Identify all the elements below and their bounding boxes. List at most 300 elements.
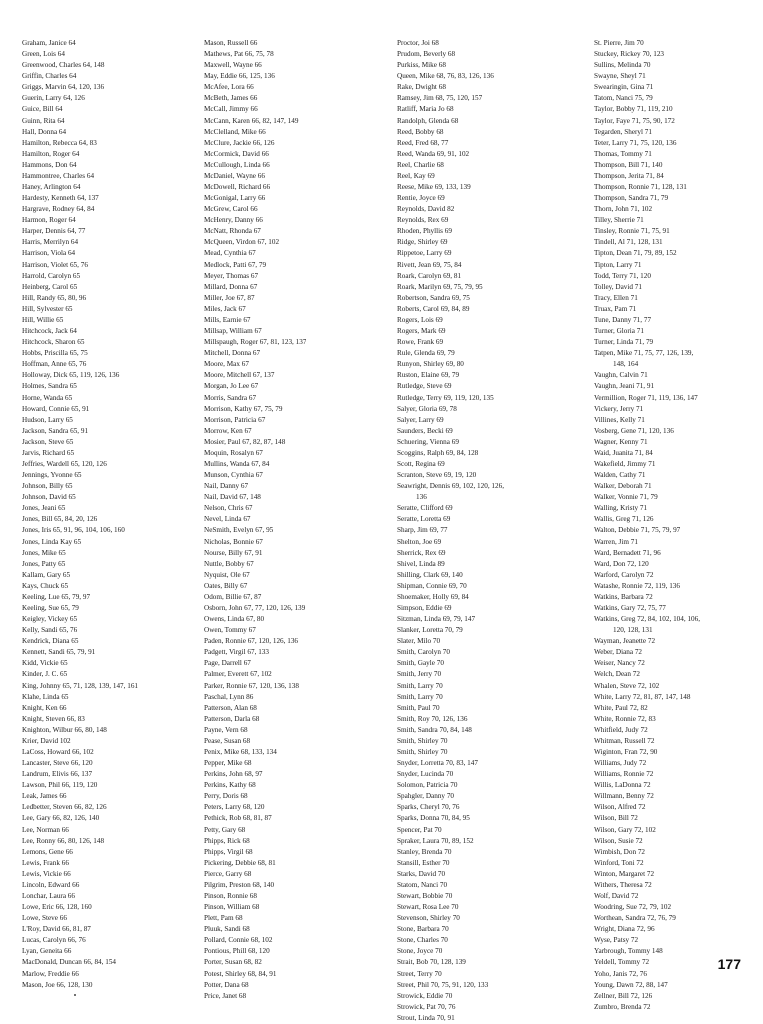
index-entry: Scoggins, Ralph 69, 84, 128	[397, 448, 479, 457]
index-entry: Moore, Max 67	[204, 360, 249, 369]
index-entry: Horne, Wanda 65	[22, 393, 73, 402]
index-entry: Rippetoe, Larry 69	[397, 249, 452, 258]
index-entry: Nail, Danny 67	[204, 482, 249, 491]
index-entry: Mitchell, Donna 67	[204, 349, 261, 358]
index-entry: Lincoln, Edward 66	[22, 880, 80, 889]
index-entry: Lucas, Carolyn 66, 76	[22, 936, 86, 945]
index-entry: Vaughn, Jeani 71, 91	[594, 382, 655, 391]
index-entry: Walker, Vonnie 71, 79	[594, 493, 658, 502]
index-entry: Watashe, Ronnie 72, 119, 136	[594, 581, 680, 590]
index-entry: Tinsley, Ronnie 71, 75, 91	[594, 227, 670, 236]
index-entry: Ridge, Shirley 69	[397, 238, 448, 247]
index-entry: Millspaugh, Roger 67, 81, 123, 137	[204, 338, 307, 347]
index-entry: Padgett, Virgil 67, 133	[204, 648, 269, 657]
index-entry: Thompson, Bill 71, 140	[594, 160, 663, 169]
index-entry: Palmer, Everett 67, 102	[204, 670, 272, 679]
index-entry: Thorn, John 71, 102	[594, 205, 653, 214]
index-entry: Morris, Sandra 67	[204, 393, 257, 402]
index-entry: Keigley, Vickey 65	[22, 615, 78, 624]
index-entry: Mills, Earnie 67	[204, 315, 251, 324]
index-entry: Salyer, Gloria 69, 78	[397, 404, 457, 413]
index-entry: Hammontree, Charles 64	[22, 171, 95, 180]
index-entry: Tune, Danny 71, 77	[594, 315, 652, 324]
index-entry: Maxwell, Wayne 66	[204, 61, 262, 70]
index-entry: Hudson, Larry 65	[22, 415, 73, 424]
index-entry: Winford, Toni 72	[594, 858, 644, 867]
index-entry: Wayman, Jeanette 72	[594, 637, 656, 646]
index-entry: Pilgrim, Preston 68, 140	[204, 880, 275, 889]
index-column-4	[594, 38, 700, 1013]
index-entry: Guice, Bill 64	[22, 105, 63, 114]
index-entry: Lemons, Gene 66	[22, 847, 73, 856]
index-entry: Seratte, Loretta 69	[397, 515, 451, 524]
index-entry: Reel, Kay 69	[397, 171, 435, 180]
index-entry: Pontious, Phill 68, 120	[204, 947, 270, 956]
index-entry: Pollard, Connie 68, 102	[204, 936, 273, 945]
index-entry: Reynolds, David 82	[397, 205, 455, 214]
index-entry: Reel, Charlie 68	[397, 160, 444, 169]
index-entry: Patterson, Darla 68	[204, 714, 260, 723]
index-entry: Price, Janet 68	[204, 991, 247, 1000]
index-entry: McClure, Jackie 66, 126	[204, 138, 275, 147]
index-entry: Shivel, Linda 89	[397, 559, 445, 568]
index-entry: Watkins, Barbara 72	[594, 592, 653, 601]
index-entry: Lonchar, Laura 66	[22, 892, 75, 901]
index-entry: Krier, David 102	[22, 736, 71, 745]
index-entry: Lee, Ronny 66, 80, 126, 148	[22, 836, 105, 845]
index-entry: Rutledge, Terry 69, 119, 120, 135	[397, 393, 494, 402]
index-entry: Perkins, John 68, 97	[204, 770, 263, 779]
index-entry: Perkins, Kathy 68	[204, 781, 256, 790]
index-entry: Rhoden, Phyllis 69	[397, 227, 452, 236]
index-entry-continuation: 136	[416, 493, 427, 502]
index-entry: McCullough, Linda 66	[204, 160, 270, 169]
index-entry: Knight, Steven 66, 83	[22, 714, 85, 723]
index-entry: Payne, Vern 68	[204, 725, 248, 734]
index-entry: Nicholas, Bonnie 67	[204, 537, 263, 546]
index-entry: Peters, Larry 68, 120	[204, 803, 265, 812]
index-entry: Whalen, Steve 72, 102	[594, 681, 660, 690]
index-entry: Shoemaker, Holly 69, 84	[397, 592, 469, 601]
index-entry: Guinn, Rita 64	[22, 116, 65, 125]
index-entry: Lee, Norman 66	[22, 825, 69, 834]
index-entry: Landrum, Elivis 66, 137	[22, 770, 93, 779]
index-entry: St. Pierre, Jim 70	[594, 39, 644, 47]
index-entry: Street, Terry 70	[397, 969, 442, 978]
index-entry: Stone, Barbara 70	[397, 925, 449, 934]
index-entry: Harrison, Viola 64	[22, 249, 76, 258]
index-entry: May, Eddie 66, 125, 136	[204, 72, 275, 81]
index-entry: Heinberg, Carol 65	[22, 282, 78, 291]
index-entry: McCall, Jimmy 66	[204, 105, 258, 114]
index-entry: Whitman, Russell 72	[594, 736, 655, 745]
index-entry: McGrew, Carol 66	[204, 205, 258, 214]
index-entry: Ward, Bernadett 71, 96	[594, 548, 661, 557]
index-entry: Worthean, Sandra 72, 76, 79	[594, 914, 676, 923]
index-entry: Jones, Iris 65, 91, 96, 104, 106, 160	[22, 526, 125, 535]
index-entry: Walden, Cathy 71	[594, 471, 646, 480]
index-entry: Lowe, Steve 66	[22, 914, 67, 923]
index-entry: Wilson, Gary 72, 102	[594, 825, 656, 834]
index-entry: Phipps, Virgil 68	[204, 847, 253, 856]
index-entry: Medlock, Patti 67, 79	[204, 260, 267, 269]
index-entry: Warford, Carolyn 72	[594, 570, 654, 579]
index-entry: Tipton, Larry 71	[594, 260, 642, 269]
index-entry: Hamilton, Roger 64	[22, 149, 80, 158]
index-entry: Hitchcock, Sharon 65	[22, 338, 85, 347]
index-entry: Green, Lois 64	[22, 50, 65, 59]
index-entry: Sharp, Jim 69, 77	[397, 526, 448, 535]
index-entry: Wagner, Kenny 71	[594, 437, 648, 446]
index-entry: Zellner, Bill 72, 126	[594, 991, 653, 1000]
index-entry: Jennings, Yvonne 65	[22, 471, 82, 480]
index-entry: Perry, Doris 68	[204, 792, 248, 801]
index-entry: Kays, Chuck 65	[22, 581, 69, 590]
index-entry: White, Paul 72, 82	[594, 703, 648, 712]
index-entry: Strowick, Pat 70, 76	[397, 1002, 456, 1011]
index-entry: Wimbish, Don 72	[594, 847, 646, 856]
index-entry: Nelson, Chris 67	[204, 504, 253, 513]
index-entry: Knighton, Wilbur 66, 80, 148	[22, 725, 107, 734]
index-entry: Stone, Charles 70	[397, 936, 448, 945]
index-entry: Jones, Mike 65	[22, 548, 66, 557]
index-entry: McDaniel, Wayne 66	[204, 171, 265, 180]
index-entry: Slanker, Loretta 70, 79	[397, 626, 463, 635]
index-entry: Stanley, Brenda 70	[397, 847, 452, 856]
index-entry: Nevel, Linda 67	[204, 515, 251, 524]
index-entry: Mosier, Paul 67, 82, 87, 148	[204, 437, 286, 446]
index-entry: Mason, Russell 66	[204, 39, 258, 47]
index-entry-continuation: 120, 128, 131	[613, 626, 653, 635]
index-entry: Rutledge, Steve 69	[397, 382, 452, 391]
index-entry: Harrold, Carolyn 65	[22, 271, 81, 280]
index-entry: Tegarden, Sheryl 71	[594, 127, 652, 136]
index-entry: Wyse, Patsy 72	[594, 936, 639, 945]
index-entry: Knight, Ken 66	[22, 703, 67, 712]
index-entry: Saunders, Becki 69	[397, 426, 453, 435]
index-entry: Nail, David 67, 148	[204, 493, 261, 502]
index-entry: Thomas, Tommy 71	[594, 149, 652, 158]
index-entry: Porter, Susan 68, 82	[204, 958, 262, 967]
index-entry: Truax, Pam 71	[594, 304, 637, 313]
index-entry: Wright, Diana 72, 96	[594, 925, 655, 934]
index-entry: Smith, Carolyn 70	[397, 648, 450, 657]
index-entry: Schuering, Vienna 69	[397, 437, 459, 446]
index-entry: Spahgler, Danny 70	[397, 792, 455, 801]
index-entry: Snyder, Lucinda 70	[397, 770, 454, 779]
index-entry: King, Johnny 65, 71, 128, 139, 147, 161	[22, 681, 139, 690]
index-entry: MacDonald, Duncan 66, 84, 154	[22, 958, 117, 967]
index-entry: Jones, Patty 65	[22, 559, 66, 568]
index-entry: Ruston, Elaine 69, 79	[397, 371, 460, 380]
index-entry: Tilley, Sherrie 71	[594, 216, 644, 225]
index-entry: McCormick, David 66	[204, 149, 269, 158]
index-entry: Miller, Joe 67, 87	[204, 293, 255, 302]
index-entry: Stevenson, Shirley 70	[397, 914, 460, 923]
index-entry: Jeffries, Wardell 65, 120, 126	[22, 459, 107, 468]
index-entry: Solomon, Patricia 70	[397, 781, 458, 790]
index-entry: Villines, Kelly 71	[594, 415, 645, 424]
index-entry: Salyer, Larry 69	[397, 415, 444, 424]
index-entry: Vaughn, Calvin 71	[594, 371, 648, 380]
index-entry: Smith, Roy 70, 126, 136	[397, 714, 468, 723]
index-entry: Millsap, William 67	[204, 327, 262, 336]
index-entry: Moquin, Rosalyn 67	[204, 448, 263, 457]
index-entry: Sparks, Cheryl 70, 76	[397, 803, 460, 812]
index-entry: Turner, Linda 71, 79	[594, 338, 654, 347]
index-entry: LaCoss, Howard 66, 102	[22, 748, 94, 756]
index-entry: Hill, Randy 65, 80, 96	[22, 293, 87, 302]
index-entry: Morrow, Ken 67	[204, 426, 252, 435]
index-entry: Stewart, Bobbie 70	[397, 892, 453, 901]
index-entry: Lewis, Frank 66	[22, 858, 69, 867]
index-entry: Tatpen, Mike 71, 75, 77, 126, 139,	[594, 349, 694, 358]
index-entry: Hardesty, Kenneth 64, 137	[22, 194, 99, 203]
index-entry: Hitchcock, Jack 64	[22, 327, 77, 336]
index-entry: Strait, Bob 70, 128, 139	[397, 958, 466, 967]
index-entry: Holloway, Dick 65, 119, 126, 136	[22, 371, 120, 380]
index-entry: Tracy, Ellen 71	[594, 293, 638, 302]
index-entry: Hill, Sylvester 65	[22, 304, 73, 313]
index-entry: Purkiss, Mike 68	[397, 61, 446, 70]
index-entry: Taylor, Bobby 71, 119, 210	[594, 105, 673, 114]
index-entry: Watkins, Greg 72, 84, 102, 104, 106,	[594, 615, 701, 624]
index-entry: Paden, Ronnie 67, 120, 126, 136	[204, 637, 299, 646]
index-entry: Miles, Jack 67	[204, 304, 246, 313]
index-entry: Morrison, Kathy 67, 75, 79	[204, 404, 283, 413]
index-entry: Scranton, Steve 69, 19, 120	[397, 471, 477, 480]
index-entry: Scott, Regina 69	[397, 459, 445, 468]
index-entry: Yoho, Janis 72, 76	[594, 969, 647, 978]
index-column-1	[22, 38, 138, 991]
index-entry: Reed, Bobby 68	[397, 127, 444, 136]
index-entry: Hargrave, Rodney 64, 84	[22, 205, 95, 214]
index-entry: Slater, Milo 70	[397, 637, 441, 646]
index-entry: Owens, Linda 67, 80	[204, 615, 265, 624]
index-entry: Nyquist, Ole 67	[204, 570, 250, 579]
index-entry: Seawright, Dennis 69, 102, 120, 126,	[397, 482, 505, 491]
index-entry: Potest, Shirley 68, 84, 91	[204, 969, 277, 978]
index-entry: Wiginton, Fran 72, 90	[594, 748, 658, 756]
index-entry-continuation: 148, 164	[613, 360, 639, 369]
index-entry: Spencer, Pat 70	[397, 825, 442, 834]
index-entry: Todd, Terry 71, 120	[594, 271, 651, 280]
index-entry: Statom, Nanci 70	[397, 880, 448, 889]
index-entry: L'Roy, David 66, 81, 87	[22, 925, 91, 934]
index-entry: Howard, Connie 65, 91	[22, 404, 90, 413]
index-entry: Morgan, Jo Lee 67	[204, 382, 259, 391]
index-entry: Young, Dawn 72, 88, 147	[594, 980, 668, 989]
index-entry: Johnson, Billy 65	[22, 482, 73, 491]
index-entry: Stone, Joyce 70	[397, 947, 443, 956]
index-column-3	[397, 38, 504, 1024]
index-entry: Wolf, David 72	[594, 892, 639, 901]
index-entry: Prudom, Beverly 68	[397, 50, 456, 59]
index-entry: Reed, Wanda 69, 91, 102	[397, 149, 470, 158]
index-entry: Mead, Cynthia 67	[204, 249, 256, 258]
index-entry: Harris, Merrilyn 64	[22, 238, 79, 247]
index-entry: Starks, David 70	[397, 869, 446, 878]
index-entry: Taylor, Faye 71, 75, 90, 172	[594, 116, 675, 125]
index-entry: Smith, Larry 70	[397, 692, 443, 701]
page-number: 177	[717, 956, 741, 972]
index-entry: Pinson, Ronnie 68	[204, 892, 257, 901]
index-entry: Wallis, Greg 71, 126	[594, 515, 654, 524]
index-entry: Leak, James 66	[22, 792, 67, 801]
index-entry: Wilson, Bill 72	[594, 814, 638, 823]
index-entry: Penix, Mike 68, 133, 134	[204, 748, 277, 756]
index-entry: Yarbrough, Tommy 148	[594, 947, 663, 956]
index-entry: Smith, Shirley 70	[397, 748, 448, 756]
index-entry: Kendrick, Diana 65	[22, 637, 79, 646]
index-entry: Waid, Juanita 71, 84	[594, 448, 653, 457]
index-entry: Page, Darrell 67	[204, 659, 251, 668]
index-entry: Ledbetter, Steven 66, 82, 126	[22, 803, 107, 812]
index-entry: Hoffman, Anne 65, 76	[22, 360, 87, 369]
index-entry: Hobbs, Priscilla 65, 75	[22, 349, 88, 358]
index-entry: Vosberg, Gene 71, 120, 136	[594, 426, 674, 435]
index-entry: Welch, Dean 72	[594, 670, 640, 679]
index-entry: Millard, Donna 67	[204, 282, 258, 291]
index-entry: Smith, Jerry 70	[397, 670, 442, 679]
index-entry: Pluuk, Sandi 68	[204, 925, 250, 934]
index-column-2	[204, 38, 306, 1002]
index-entry: Hammons, Don 64	[22, 160, 77, 169]
index-entry: Jackson, Steve 65	[22, 437, 74, 446]
index-entry: Pepper, Mike 68	[204, 759, 252, 768]
index-entry: Vickery, Jerry 71	[594, 404, 644, 413]
index-entry: Street, Phil 70, 75, 91, 120, 133	[397, 980, 489, 989]
index-entry: Kinder, J. C. 65	[22, 670, 68, 679]
index-entry: Rake, Dwight 68	[397, 83, 446, 92]
index-entry: Walton, Debbie 71, 75, 79, 97	[594, 526, 681, 535]
index-entry: Rentie, Joyce 69	[397, 194, 445, 203]
index-entry: Kelly, Sandi 65, 76	[22, 626, 78, 635]
index-entry: Nuttle, Bobby 67	[204, 559, 254, 568]
index-entry: Paschal, Lynn 86	[204, 692, 254, 701]
index-entry: Weber, Diana 72	[594, 648, 643, 657]
index-entry: Pierce, Garry 68	[204, 869, 252, 878]
index-entry: Moore, Mitchell 67, 137	[204, 371, 275, 380]
index-entry: Guerin, Larry 64, 126	[22, 94, 85, 103]
index-entry: Snyder, Lorretta 70, 83, 147	[397, 759, 478, 768]
index-entry: Thompson, Ronnie 71, 128, 131	[594, 183, 687, 192]
index-entry: Reese, Mike 69, 133, 139	[397, 183, 471, 192]
index-entry: Stansill, Esther 70	[397, 858, 450, 867]
index-entry: Strout, Linda 70, 91	[397, 1013, 455, 1022]
index-entry: Winton, Margaret 72	[594, 869, 655, 878]
index-entry: Munson, Cynthia 67	[204, 471, 263, 480]
index-entry: Odom, Billie 67, 87	[204, 592, 262, 601]
index-entry: Lee, Gary 66, 82, 126, 140	[22, 814, 100, 823]
index-entry: Morrison, Patricia 67	[204, 415, 266, 424]
index-entry: Griggs, Marvin 64, 120, 136	[22, 83, 105, 92]
index-entry: NeSmith, Evelyn 67, 95	[204, 526, 274, 535]
index-entry: Keeling, Lue 65, 79, 97	[22, 592, 91, 601]
index-entry: Rule, Glenda 69, 79	[397, 349, 455, 358]
index-entry: Smith, Gayle 70	[397, 659, 444, 668]
index-entry: Plett, Pam 68	[204, 914, 243, 923]
index-entry: Yeldell, Tommy 72	[594, 958, 650, 967]
index-entry: Sullins, Melinda 70	[594, 61, 651, 70]
index-entry: Patterson, Alan 68	[204, 703, 257, 712]
stray-dot	[74, 994, 76, 996]
index-entry: Hill, Willie 65	[22, 315, 64, 324]
index-entry: McQueen, Virdon 67, 102	[204, 238, 280, 247]
index-entry: Wakefield, Jimmy 71	[594, 459, 656, 468]
index-entry: Johnson, David 65	[22, 493, 76, 502]
index-entry: Rogers, Lois 69	[397, 315, 443, 324]
index-entry: Lawson, Phil 66, 119, 120	[22, 781, 98, 790]
index-entry: Ward, Don 72, 120	[594, 559, 649, 568]
index-entry: Jones, Linda Kay 65	[22, 537, 82, 546]
index-entry: Nourse, Billy 67, 91	[204, 548, 263, 557]
index-entry: Reed, Fred 68, 77	[397, 138, 449, 147]
index-entry: Thompson, Jerita 71, 84	[594, 171, 664, 180]
index-entry: Ramsey, Jim 68, 75, 120, 157	[397, 94, 483, 103]
index-entry: Runyon, Shirley 69, 80	[397, 360, 464, 369]
index-entry: Smith, Shirley 70	[397, 736, 448, 745]
index-entry: Stuckey, Rickey 70, 123	[594, 50, 665, 59]
index-entry: Harmon, Roger 64	[22, 216, 76, 225]
index-entry: Pickering, Debbie 68, 81	[204, 858, 276, 867]
index-entry: McGonigal, Larry 66	[204, 194, 266, 203]
index-entry: Whitfield, Judy 72	[594, 725, 648, 734]
index-entry: Wilson, Susie 72	[594, 836, 643, 845]
index-entry: Smith, Sandra 70, 84, 148	[397, 725, 472, 734]
index-entry: McHenry, Danny 66	[204, 216, 263, 225]
index-entry: Roark, Carolyn 69, 81	[397, 271, 462, 280]
index-entry: Woodring, Sue 72, 79, 102	[594, 903, 672, 912]
index-entry: Mason, Joe 66, 128, 130	[22, 980, 93, 989]
index-entry: Teter, Larry 71, 75, 120, 136	[594, 138, 677, 147]
index-entry: McBeth, James 66	[204, 94, 258, 103]
index-entry: Parker, Ronnie 67, 120, 136, 138	[204, 681, 299, 690]
index-entry: Graham, Janice 64	[22, 39, 76, 47]
index-entry: Lyan, Geneita 66	[22, 947, 72, 956]
index-entry: Jones, Bill 65, 84, 20, 126	[22, 515, 98, 524]
index-entry: Willmann, Benny 72	[594, 792, 654, 801]
index-entry: Weiser, Nancy 72	[594, 659, 645, 668]
index-entry: Phipps, Rick 68	[204, 836, 250, 845]
index-entry: Jarvis, Richard 65	[22, 448, 75, 457]
index-entry: Williams, Judy 72	[594, 759, 647, 768]
index-entry: Warren, Jim 71	[594, 537, 638, 546]
index-entry: Smith, Paul 70	[397, 703, 440, 712]
index-entry: Kidd, Vickie 65	[22, 659, 68, 668]
index-entry: Kennett, Sandi 65, 79, 91	[22, 648, 96, 657]
index-entry: Strowick, Eddie 70	[397, 991, 453, 1000]
index-entry: Sherrick, Rex 69	[397, 548, 446, 557]
index-entry: Willis, LaDonna 72	[594, 781, 651, 790]
index-entry: Ratliff, Maria Jo 68	[397, 105, 454, 114]
index-entry: Shelton, Joe 69	[397, 537, 442, 546]
index-entry: Marlow, Freddie 66	[22, 969, 79, 978]
index-entry: Klahe, Linda 65	[22, 692, 69, 701]
index-entry: Randolph, Glenda 68	[397, 116, 459, 125]
index-entry: Wilson, Alfred 72	[594, 803, 646, 812]
index-entry: Proctor, Joi 68	[397, 39, 439, 47]
index-entry: Roark, Marilyn 69, 75, 79, 95	[397, 282, 483, 291]
index-entry: Owen, Tommy 67	[204, 626, 256, 635]
index-entry: Spraker, Laura 70, 89, 152	[397, 836, 474, 845]
index-entry: McCann, Karen 66, 82, 147, 149	[204, 116, 299, 125]
index-entry: Walling, Kristy 71	[594, 504, 648, 513]
index-entry: Queen, Mike 68, 76, 83, 126, 136	[397, 72, 494, 81]
index-entry: Seratte, Clifford 69	[397, 504, 453, 513]
index-entry: Lewis, Vickie 66	[22, 869, 71, 878]
index-entry: Jones, Jeani 65	[22, 504, 66, 513]
